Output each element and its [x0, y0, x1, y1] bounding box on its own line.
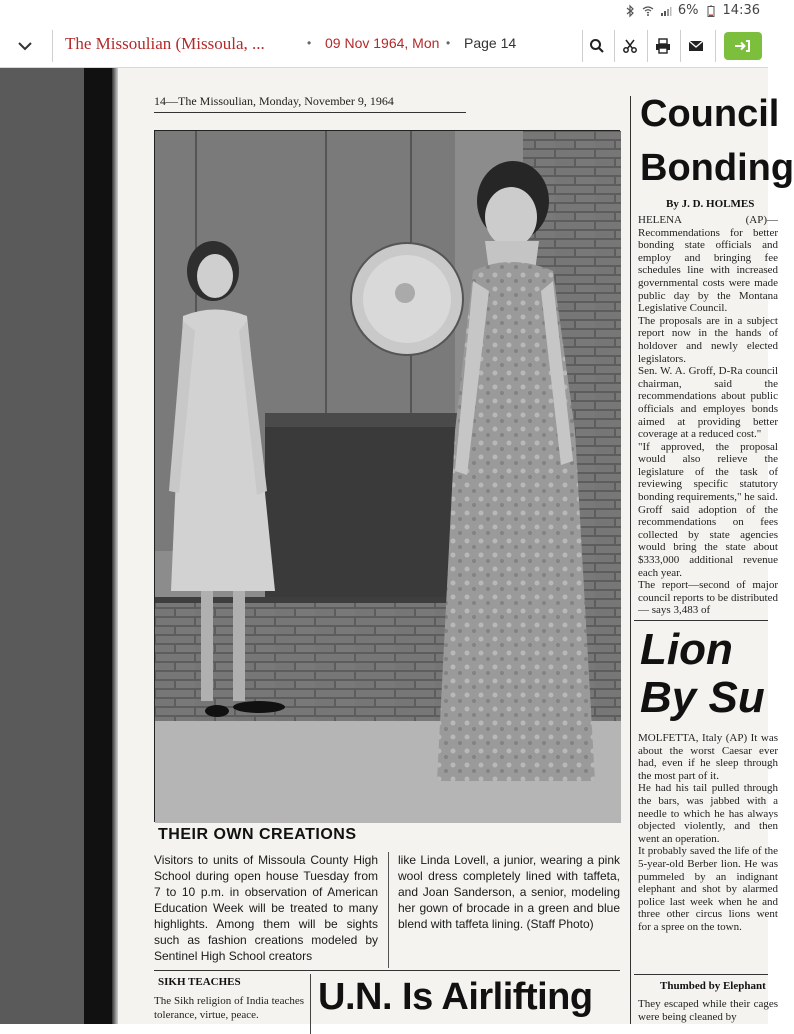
column-rule [630, 96, 631, 1024]
separator-dot: • [446, 36, 451, 50]
newspaper-photo [154, 130, 620, 822]
newspaper-page[interactable] [118, 68, 794, 1024]
photo-illustration [155, 131, 621, 823]
wifi-icon [642, 5, 654, 17]
story-rule [634, 620, 768, 621]
battery-icon [705, 5, 717, 17]
lion-story-continued: They escaped while their cages were being cleaned by [638, 998, 778, 1023]
photo-caption-left: Visitors to units of Missoula County High School during open house Tuesday from 7 to 10 p.m. in observation of American Education Week will be treated to many highlights. Among them will be sights such as fashion creations modeled by Sentinel High School creators [154, 853, 378, 963]
app-toolbar [0, 24, 768, 68]
status-icons [624, 3, 760, 18]
photo-caption-title: THEIR OWN CREATIONS [158, 826, 357, 843]
signal-icon [660, 5, 672, 17]
photo-caption-right: like Linda Lovell, a junior, wearing a pink wool dress completely lined with taffeta, and Joan Sanderson, a senior, modeling her gown of brocade in a green and blue blend with taffeta lining. (Staff Photo) [398, 853, 620, 931]
scissors-icon [622, 38, 638, 54]
viewer-background [0, 68, 84, 1024]
toolbar-divider [52, 30, 53, 62]
council-story: HELENA (AP)— Recommendations for better bonding state officials and employ and bringing fee schedules line with increased governmental costs were made public day by the Montana Legislative Council. The proposals are in a subject report now in the hands of holdover and newly elected legislators. Sen. W. A. Groff, D-Ra council chairman, said the recommendations about public officials and employes bonds aimed at providing better coverage at a reduced cost." "If approved, the proposal would also relieve the legislature of the task of reviewing specific statutory bonding requirements," he said. Groff said adoption of the recommendations on fees collected by state agencies would bring the state about $333,000 additional revenue each year. The report—second of major council reports to be distributed — says 3,483 of [638, 214, 778, 617]
toolbar-divider [647, 30, 648, 62]
status-bar [0, 0, 768, 24]
story-rule [634, 974, 768, 975]
search-button[interactable] [583, 32, 611, 60]
battery-percent: 6% [677, 3, 699, 18]
sikh-headline: SIKH TEACHES [158, 976, 241, 988]
lion-headline-line2: By Su [640, 673, 765, 722]
column-divider [310, 974, 311, 1034]
separator-dot: • [307, 36, 312, 50]
header-rule [154, 112, 466, 113]
publication-title[interactable]: The Missoulian (Missoula, ... [65, 34, 265, 53]
toolbar-divider [680, 30, 681, 62]
chevron-down-icon [16, 40, 34, 52]
lion-headline-line1: Lion [640, 625, 733, 674]
clip-button[interactable] [616, 32, 644, 60]
collapse-button[interactable] [6, 30, 44, 62]
search-icon [589, 38, 605, 54]
caption-rule [154, 970, 620, 971]
sign-in-arrow-icon [734, 39, 752, 53]
issue-date[interactable]: 09 Nov 1964, Mon [325, 35, 440, 51]
un-headline: U.N. Is Airlifting [318, 976, 593, 1018]
council-headline [640, 92, 794, 190]
page-header: 14—The Missoulian, Monday, November 9, 1964 [154, 94, 394, 108]
subhead-thumbed: Thumbed by Elephant [660, 980, 766, 992]
lion-headline [640, 626, 765, 722]
sikh-body: The Sikh religion of India teaches tolerance, virtue, peace. [154, 995, 304, 1021]
print-button[interactable] [649, 32, 677, 60]
byline: By J. D. HOLMES [666, 198, 755, 210]
exit-viewer-button[interactable] [724, 32, 762, 60]
print-icon [655, 38, 671, 54]
toolbar-divider [715, 30, 716, 62]
lion-story: MOLFETTA, Italy (AP) It was about the worst Caesar ever had, even if he sleep through the most part of it. He had his tail pulled through the bars, was jabbed with a needle to which he has always objected violently, and then went an operation. It probably saved the life of the 5-year-old Berber lion. He was pummeled by an indignant elephant and shot by alarmed police last week when he and three other circus lions went for a spree on the town. [638, 732, 778, 933]
caption-divider [388, 852, 389, 968]
toolbar-divider [614, 30, 615, 62]
clock: 14:36 [722, 3, 760, 18]
council-headline-line1: Council [640, 93, 780, 135]
email-button[interactable] [682, 32, 710, 60]
envelope-icon [688, 39, 704, 53]
page-number[interactable]: Page 14 [464, 35, 517, 51]
bluetooth-icon [624, 5, 636, 17]
council-headline-line2: Bonding [640, 147, 794, 189]
